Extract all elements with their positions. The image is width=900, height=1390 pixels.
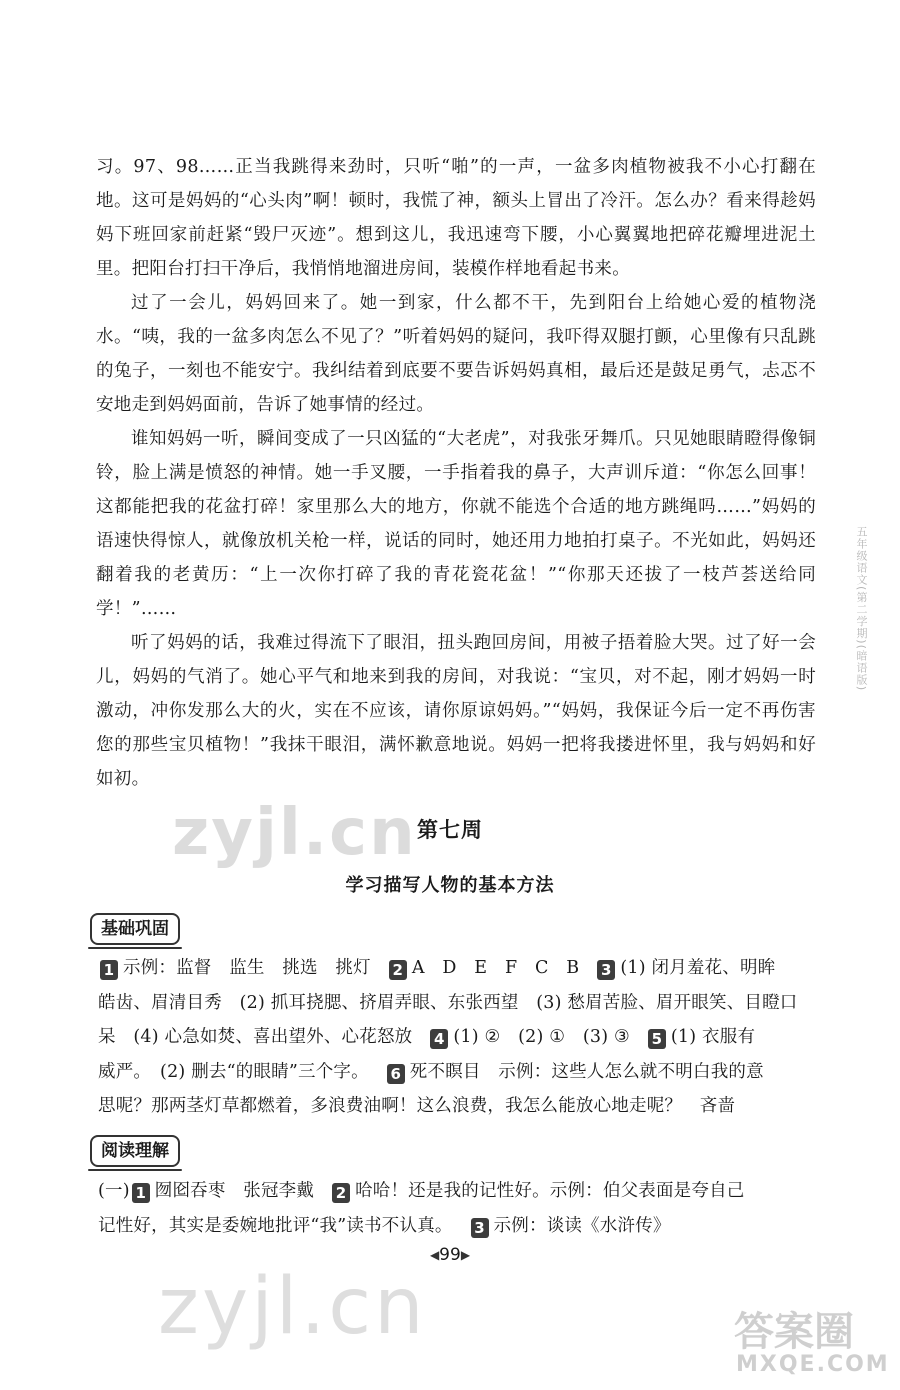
section-label-reading: 阅读理解 [90,1135,180,1167]
answer-text: (1) ② (2) ① (3) ③ [453,1027,630,1047]
question-number-2: 2 [389,960,407,980]
answer-line [98,1020,816,1055]
week-subtitle: 学习描写人物的基本方法 [345,875,555,896]
answer-text: 皓齿、眉清目秀 (2) 抓耳挠腮、挤眉弄眼、东张西望 (3) 愁眉苦脸、眉开眼笑、目瞪口 [98,992,798,1013]
answers-basic [98,951,816,1124]
left-triangle-icon: ◀ [429,1248,440,1262]
answer-text: 思呢？那两茎灯草都燃着，多浪费油啊！这么浪费，我怎么能放心地走呢？ 吝啬 [98,1096,736,1116]
week-title: 第七周 [417,818,483,842]
story-text [96,150,816,796]
answer-text: 哈哈！还是我的记性好。示例：伯父表面是夸自己 [355,1181,745,1201]
question-number-5: 5 [648,1029,666,1049]
answers-reading [98,1174,816,1243]
answer-line [98,1089,816,1124]
question-number-3: 3 [597,960,615,980]
question-number-1: 1 [132,1183,150,1203]
right-triangle-icon: ▶ [460,1248,471,1262]
story-paragraph: 听了妈妈的话，我难过得流下了眼泪，扭头跑回房间，用被子捂着脸大哭。过了好一会儿，妈妈的气消了。她心平气和地来到我的房间，对我说：“宝贝，对不起，刚才妈妈一时激动，冲你发那么大的火，实在不应该，请你原谅妈妈。”“妈妈，我保证今后一定不再伤害您的那些宝贝植物！”我抹干眼泪，满怀歉意地说。妈妈一把将我搂进怀里，我与妈妈和好如初。 [96,633,816,789]
answer-text: 呆 (4) 心急如焚、喜出望外、心花怒放 [98,1027,413,1047]
question-number-6: 6 [387,1064,405,1084]
answer-line [98,951,816,986]
answer-text: 记性好，其实是委婉地批评“我”读书不认真。 [98,1215,453,1236]
story-paragraph: 谁知妈妈一听，瞬间变成了一只凶猛的“大老虎”，对我张牙舞爪。只见她眼睛瞪得像铜铃，脸上满是愤怒的神情。她一手叉腰，一手指着我的鼻子，大声训斥道：“你怎么回事！这都能把我的花盆打碎！家里那么大的地方，你就不能选个合适的地方跳绳吗……”妈妈的语速快得惊人，就像放机关枪一样，说话的同时，她还用力地拍打桌子。不光如此，妈妈还翻着我的老黄历：“上一次你打碎了我的青花瓷花盆！”“你那天还拔了一枝芦荟送给同学！”…… [96,429,816,619]
side-running-title: 五年级语文(第二学期)(暗语版) [855,526,868,692]
answer-text: 示例：监督 监生 挑选 挑灯 [123,958,371,978]
stamp-title: 答案圈 [734,1309,854,1355]
question-number-3: 3 [471,1218,489,1238]
answer-text: (1) 衣服有 [670,1027,756,1047]
story-paragraph: 习。97、98……正当我跳得来劲时，只听“啪”的一声，一盆多肉植物被我不小心打翻在地。这可是妈妈的“心头肉”啊！顿时，我慌了神，额头上冒出了冷汗。怎么办？看来得趁妈妈下班回家前赶紧“毁尸灭迹”。想到这儿，我迅速弯下腰，小心翼翼地把碎花瓣埋进泥土里。把阳台打扫干净后，我悄悄地溜进房间，装模作样地看起书来。 [96,157,816,279]
question-number-1: 1 [100,960,118,980]
question-number-2: 2 [332,1183,350,1203]
reading-prefix: (一) [98,1181,130,1201]
answer-text: (1) 闭月羞花、明眸 [620,958,776,978]
watermark-logo: zyjl.cn [172,796,417,870]
answer-text: A D E F C B [411,958,580,978]
page-number [0,1245,900,1265]
answer-text: 威严。 (2) 删去“的眼睛”三个字。 [98,1061,369,1082]
section-label-basic: 基础巩固 [90,913,180,945]
stamp-domain: MXQE.COM [736,1352,890,1377]
answer-text: 囫囵吞枣 张冠李戴 [154,1181,315,1201]
watermark-logo: zyjl.cn [158,1262,427,1352]
story-paragraph: 过了一会儿，妈妈回来了。她一到家，什么都不干，先到阳台上给她心爱的植物浇水。“咦，我的一盆多肉怎么不见了？”听着妈妈的疑问，我吓得双腿打颤，心里像有只乱跳的兔子，一刻也不能安宁。我纠结着到底要不要告诉妈妈真相，最后还是鼓足勇气，忐忑不安地走到妈妈面前，告诉了她事情的经过。 [96,293,816,415]
question-number-4: 4 [430,1029,448,1049]
answer-line [98,1209,816,1244]
answer-line [98,1174,816,1209]
watermark-stamp [728,1300,888,1382]
answer-text: 示例：谈读《水浒传》 [493,1215,671,1236]
answer-line [98,986,816,1021]
answer-text: 死不瞑目 示例：这些人怎么就不明白我的意 [409,1061,764,1082]
page-number-text: 99 [439,1245,461,1265]
answer-line [98,1055,816,1090]
